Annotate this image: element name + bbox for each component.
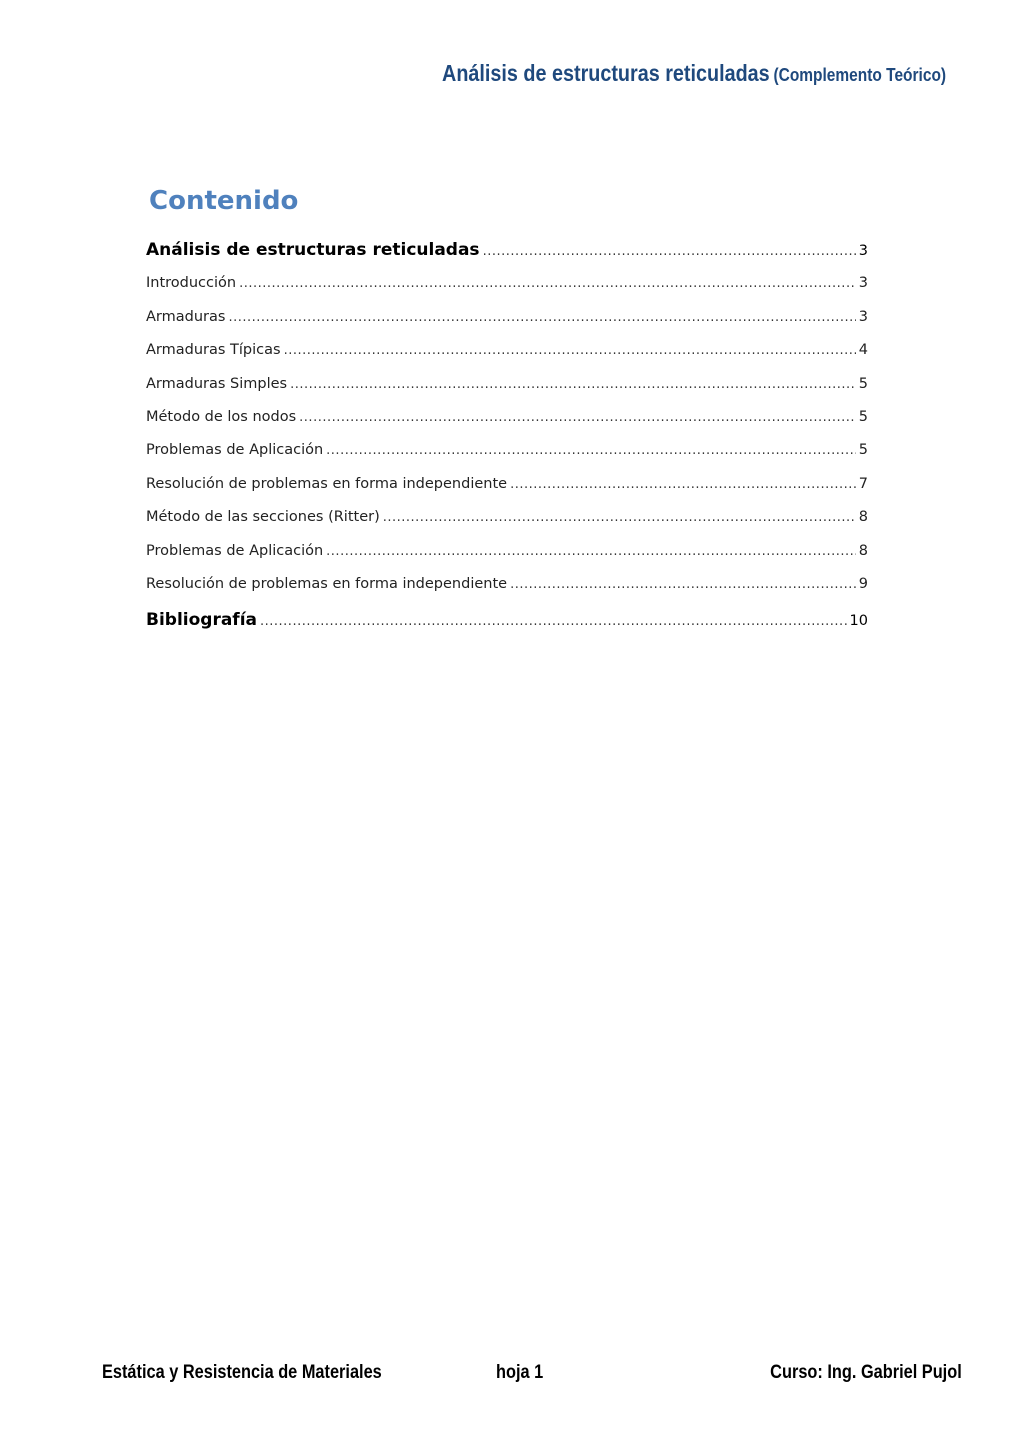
header-title: Análisis de estructuras reticuladas bbox=[441, 60, 770, 86]
toc-entry[interactable] bbox=[146, 604, 868, 637]
toc-entry-page: 5 bbox=[858, 408, 868, 425]
footer-course: Estática y Resistencia de Materiales bbox=[102, 1362, 382, 1383]
toc-entry-label: Introducción bbox=[146, 275, 237, 292]
footer-sheet-number: hoja 1 bbox=[496, 1362, 544, 1383]
toc-entry-page: 8 bbox=[858, 509, 868, 526]
toc-entry[interactable] bbox=[146, 301, 868, 334]
toc-leader bbox=[326, 434, 856, 467]
toc-entry-page: 10 bbox=[849, 613, 868, 630]
toc-entry[interactable] bbox=[146, 468, 868, 501]
toc-leader bbox=[260, 605, 847, 637]
toc-entry-label: Método de los nodos bbox=[146, 408, 297, 425]
toc-entry-label: Resolución de problemas en forma independiente bbox=[146, 575, 508, 592]
page-header bbox=[442, 60, 946, 87]
toc-leader bbox=[510, 468, 856, 501]
toc-leader bbox=[299, 401, 856, 434]
header-subtitle: (Complemento Teórico) bbox=[773, 65, 946, 85]
toc-entry-label: Problemas de Aplicación bbox=[146, 542, 324, 559]
toc-leader bbox=[239, 267, 856, 300]
toc-entry-page: 3 bbox=[858, 275, 868, 292]
toc-leader bbox=[284, 334, 856, 367]
toc-entry-label: Armaduras Simples bbox=[146, 375, 288, 392]
toc-entry-page: 3 bbox=[858, 308, 868, 325]
toc-entry-page: 8 bbox=[858, 542, 868, 559]
toc-entry[interactable] bbox=[146, 234, 868, 267]
table-of-contents bbox=[146, 234, 868, 638]
toc-entry-label: Método de las secciones (Ritter) bbox=[146, 509, 380, 526]
toc-entry[interactable] bbox=[146, 568, 868, 601]
toc-entry-page: 7 bbox=[858, 475, 868, 492]
toc-entry-page: 4 bbox=[858, 342, 868, 359]
toc-leader bbox=[290, 368, 856, 401]
toc-heading: Contenido bbox=[149, 186, 299, 216]
toc-leader bbox=[228, 301, 855, 334]
toc-entry-page: 5 bbox=[858, 375, 868, 392]
page-footer bbox=[0, 1362, 1024, 1388]
toc-entry-page: 5 bbox=[858, 442, 868, 459]
toc-entry[interactable] bbox=[146, 267, 868, 300]
toc-entry-page: 3 bbox=[858, 243, 868, 259]
toc-entry-label: Problemas de Aplicación bbox=[146, 442, 324, 459]
toc-entry[interactable] bbox=[146, 401, 868, 434]
toc-leader bbox=[383, 501, 856, 534]
footer-instructor: Curso: Ing. Gabriel Pujol bbox=[770, 1362, 962, 1383]
toc-entry-label: Análisis de estructuras reticuladas bbox=[146, 240, 480, 260]
toc-entry[interactable] bbox=[146, 434, 868, 467]
toc-entry-page: 9 bbox=[858, 575, 868, 592]
toc-entry-label: Bibliografía bbox=[146, 610, 258, 631]
toc-entry-label: Resolución de problemas en forma independiente bbox=[146, 475, 508, 492]
toc-entry[interactable] bbox=[146, 501, 868, 534]
toc-leader bbox=[510, 568, 856, 601]
toc-entry[interactable] bbox=[146, 535, 868, 568]
toc-entry-label: Armaduras Típicas bbox=[146, 342, 281, 359]
toc-leader bbox=[326, 535, 856, 568]
toc-leader bbox=[483, 235, 856, 267]
toc-entry[interactable] bbox=[146, 334, 868, 367]
toc-entry-label: Armaduras bbox=[146, 308, 226, 325]
toc-entry[interactable] bbox=[146, 368, 868, 401]
